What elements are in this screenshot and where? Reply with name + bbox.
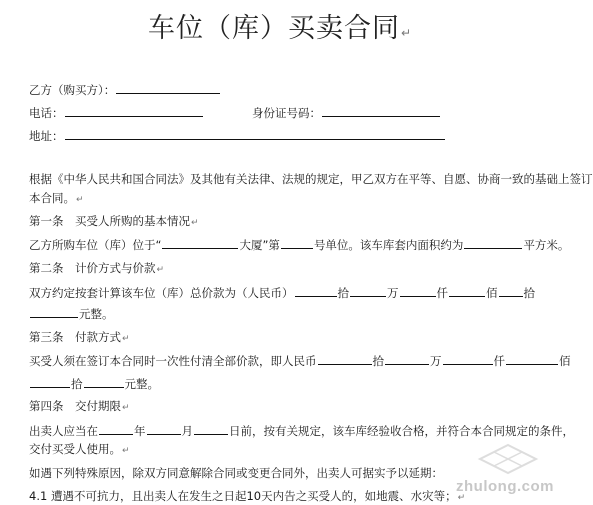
article-3-heading bbox=[29, 330, 130, 346]
phone-blank[interactable] bbox=[65, 105, 203, 117]
unit-shi: 拾 bbox=[372, 354, 384, 368]
article-4-line-3 bbox=[29, 466, 443, 480]
article-2-heading-text: 第二条 计价方式与价款 bbox=[29, 261, 156, 275]
payment-blank-5[interactable] bbox=[30, 376, 70, 388]
unit-wan: 万 bbox=[430, 354, 442, 368]
preamble-text-2: 本合同。 bbox=[29, 191, 75, 205]
article-4-text-4: 如遇下列特殊原因，除双方同意解除合同或变更合同外，出卖人可据实予以延期： bbox=[29, 466, 443, 480]
party-b-blank[interactable] bbox=[116, 82, 220, 94]
return-mark-icon: ↵ bbox=[191, 218, 199, 228]
preamble-line-2 bbox=[29, 191, 84, 207]
unit-shi: 拾 bbox=[337, 286, 349, 300]
payment-blank-3[interactable] bbox=[443, 353, 493, 365]
price-blank-3[interactable] bbox=[400, 285, 436, 297]
unit-shi-2: 拾 bbox=[523, 286, 535, 300]
article-1-heading bbox=[29, 214, 199, 230]
unit-yuan: 元整。 bbox=[124, 377, 159, 391]
id-label: 身份证号码： bbox=[252, 106, 321, 120]
phone-line bbox=[29, 105, 204, 120]
article-3-heading-text: 第三条 付款方式 bbox=[29, 330, 121, 344]
title-text: 车位（库）买卖合同 bbox=[147, 13, 400, 44]
article-1-heading-text: 第一条 买受人所购的基本情况 bbox=[29, 214, 190, 228]
article-3-line-1 bbox=[29, 353, 571, 368]
unit-wan: 万 bbox=[387, 286, 399, 300]
return-mark-icon: ↵ bbox=[156, 265, 165, 275]
return-mark-icon: ↵ bbox=[122, 334, 130, 344]
unit-bai: 佰 bbox=[486, 286, 498, 300]
unit-qian: 仟 bbox=[436, 286, 448, 300]
payment-blank-6[interactable] bbox=[84, 376, 124, 388]
phone-label: 电话： bbox=[29, 106, 64, 120]
preamble-line-1 bbox=[29, 172, 593, 186]
unit-yuan: 元整。 bbox=[79, 307, 114, 321]
party-b-label: 乙方（购买方）： bbox=[29, 83, 116, 97]
article-3-line-2 bbox=[29, 376, 159, 391]
unit-year: 年 bbox=[134, 424, 146, 438]
address-label: 地址： bbox=[29, 129, 64, 143]
unit-month: 月 bbox=[181, 424, 193, 438]
price-blank-5[interactable] bbox=[499, 285, 523, 297]
article-4-text-1: 出卖人应当在 bbox=[29, 424, 98, 438]
building-blank[interactable] bbox=[162, 237, 238, 249]
article-1-text-1: 乙方所购车位（库）位于“ bbox=[29, 238, 162, 252]
unit-number-blank[interactable] bbox=[281, 237, 313, 249]
return-mark-icon: ↵ bbox=[122, 403, 130, 413]
article-4-line-2 bbox=[29, 442, 130, 458]
party-b-line bbox=[29, 82, 221, 97]
day-blank[interactable] bbox=[194, 423, 228, 435]
article-1-text-4: 平方米。 bbox=[523, 238, 570, 252]
article-1-line bbox=[29, 237, 569, 252]
price-blank-4[interactable] bbox=[449, 285, 485, 297]
payment-blank-2[interactable] bbox=[385, 353, 429, 365]
preamble-text-1: 根据《中华人民共和国合同法》及其他有关法律、法规的规定，甲乙双方在平等、自愿、协商一致的基础上签订 bbox=[29, 172, 593, 186]
price-blank-1[interactable] bbox=[295, 285, 337, 297]
return-mark-icon: ↵ bbox=[122, 446, 130, 456]
payment-blank-1[interactable] bbox=[318, 353, 372, 365]
month-blank[interactable] bbox=[147, 423, 181, 435]
unit-shi-2: 拾 bbox=[71, 377, 83, 391]
article-4-line-4 bbox=[29, 489, 465, 505]
address-blank[interactable] bbox=[65, 128, 445, 140]
article-1-text-3: 号单位。该车库套内面积约为 bbox=[313, 238, 464, 252]
year-blank[interactable] bbox=[99, 423, 133, 435]
payment-blank-4[interactable] bbox=[506, 353, 558, 365]
id-line bbox=[252, 105, 441, 120]
article-4-text-3: 交付买受人使用。 bbox=[29, 442, 121, 456]
page-title bbox=[0, 6, 560, 45]
article-4-text-5: 4.1 遭遇不可抗力，且出卖人在发生之日起10天内告之买受人的，如地震、水灾等； bbox=[29, 489, 457, 503]
article-2-line-2 bbox=[29, 306, 114, 321]
article-2-heading bbox=[29, 261, 164, 277]
article-4-heading-text: 第四条 交付期限 bbox=[29, 399, 121, 413]
article-2-text-1: 双方约定按套计算该车位（库）总价款为（人民币） bbox=[29, 286, 294, 300]
article-4-line-1 bbox=[29, 423, 574, 438]
article-4-text-2: 日前，按有关规定，该车库经验收合格，并符合本合同规定的条件， bbox=[229, 424, 574, 438]
article-1-text-2: 大厦”第 bbox=[239, 238, 280, 252]
return-mark-icon: ↵ bbox=[76, 195, 84, 205]
unit-qian: 仟 bbox=[493, 354, 505, 368]
address-line bbox=[29, 128, 446, 143]
price-blank-2[interactable] bbox=[350, 285, 386, 297]
article-2-line-1 bbox=[29, 285, 535, 300]
article-3-text-1: 买受人须在签订本合同时一次性付清全部价款，即人民币 bbox=[29, 354, 317, 368]
price-blank-6[interactable] bbox=[30, 306, 78, 318]
area-blank[interactable] bbox=[464, 237, 522, 249]
unit-bai: 佰 bbox=[559, 354, 571, 368]
id-blank[interactable] bbox=[322, 105, 440, 117]
watermark-text: zhulong.com bbox=[456, 478, 554, 495]
article-4-heading bbox=[29, 399, 130, 415]
paragraph-mark-icon: ↵ bbox=[400, 26, 413, 40]
return-mark-icon: ↵ bbox=[457, 493, 466, 503]
